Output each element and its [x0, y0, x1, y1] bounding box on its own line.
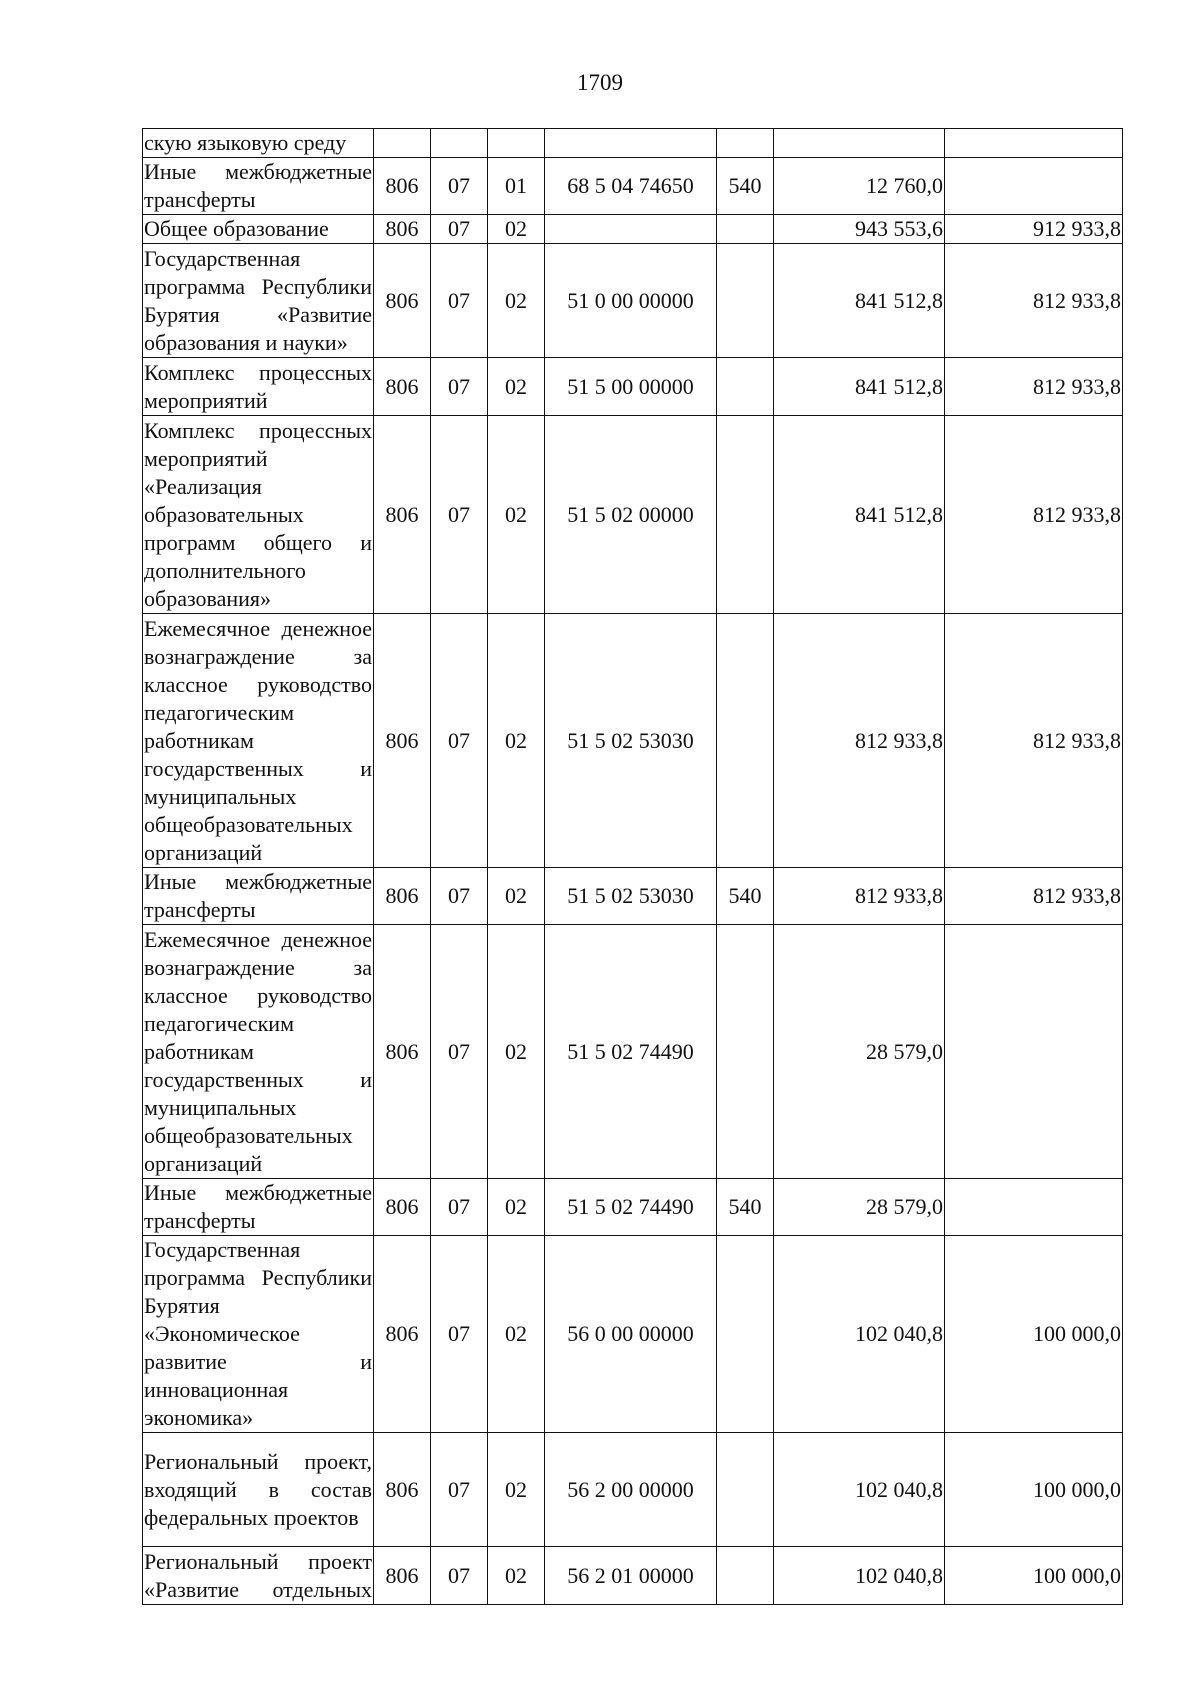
sum-first-year: 841 512,8: [774, 244, 945, 358]
expense-type-code: [717, 244, 774, 358]
subsection-code: 02: [488, 925, 545, 1179]
target-article-code: 51 5 02 53030: [545, 614, 717, 868]
subsection-code: 02: [488, 1236, 545, 1433]
ministry-code: 806: [374, 868, 431, 925]
ministry-code: 806: [374, 416, 431, 614]
expense-type-code: 540: [717, 868, 774, 925]
subsection-code: 02: [488, 1433, 545, 1547]
expense-type-code: [717, 215, 774, 244]
target-article-code: 51 5 02 74490: [545, 1179, 717, 1236]
target-article-code: 51 5 02 00000: [545, 416, 717, 614]
ministry-code: [374, 129, 431, 158]
sum-second-year: 812 933,8: [945, 614, 1123, 868]
table-row: [143, 129, 1123, 158]
ministry-code: 806: [374, 1433, 431, 1547]
expense-type-code: [717, 614, 774, 868]
table-row: [143, 416, 1123, 614]
section-code: 07: [431, 416, 488, 614]
subsection-code: 02: [488, 416, 545, 614]
subsection-code: 02: [488, 215, 545, 244]
section-code: 07: [431, 358, 488, 416]
expense-type-code: [717, 1547, 774, 1605]
target-article-code: 68 5 04 74650: [545, 158, 717, 215]
row-name: Иные межбюджетные трансферты: [143, 868, 374, 925]
sum-first-year: 28 579,0: [774, 1179, 945, 1236]
target-article-code: [545, 129, 717, 158]
expense-type-code: 540: [717, 158, 774, 215]
sum-second-year: 812 933,8: [945, 358, 1123, 416]
ministry-code: 806: [374, 1236, 431, 1433]
budget-table: [142, 128, 1123, 1605]
expense-type-code: [717, 358, 774, 416]
section-code: 07: [431, 868, 488, 925]
ministry-code: 806: [374, 614, 431, 868]
row-name: Ежемесячное денежное вознаграждение за классное руководство педагогическим работникам государственных и муниципальных общеобразовательных организаций: [143, 925, 374, 1179]
subsection-code: 02: [488, 244, 545, 358]
target-article-code: 56 0 00 00000: [545, 1236, 717, 1433]
expense-type-code: [717, 1236, 774, 1433]
target-article-code: 51 5 02 74490: [545, 925, 717, 1179]
sum-second-year: [945, 925, 1123, 1179]
sum-first-year: [774, 129, 945, 158]
table-row: [143, 1236, 1123, 1433]
ministry-code: 806: [374, 358, 431, 416]
table-row: [143, 1433, 1123, 1547]
target-article-code: 56 2 00 00000: [545, 1433, 717, 1547]
section-code: [431, 129, 488, 158]
table-row: [143, 1547, 1123, 1605]
subsection-code: 02: [488, 358, 545, 416]
sum-first-year: 102 040,8: [774, 1547, 945, 1605]
sum-first-year: 28 579,0: [774, 925, 945, 1179]
row-name: Комплекс процессных мероприятий «Реализация образовательных программ общего и дополнительного образования»: [143, 416, 374, 614]
sum-first-year: 812 933,8: [774, 868, 945, 925]
sum-first-year: 841 512,8: [774, 416, 945, 614]
ministry-code: 806: [374, 158, 431, 215]
target-article-code: [545, 215, 717, 244]
sum-second-year: 100 000,0: [945, 1433, 1123, 1547]
subsection-code: [488, 129, 545, 158]
section-code: 07: [431, 1547, 488, 1605]
target-article-code: 51 5 02 53030: [545, 868, 717, 925]
sum-second-year: [945, 129, 1123, 158]
target-article-code: 51 0 00 00000: [545, 244, 717, 358]
section-code: 07: [431, 614, 488, 868]
expense-type-code: [717, 925, 774, 1179]
table-row: [143, 158, 1123, 215]
expense-type-code: [717, 129, 774, 158]
ministry-code: 806: [374, 1179, 431, 1236]
row-name: Ежемесячное денежное вознаграждение за классное руководство педагогическим работникам государственных и муниципальных общеобразовательных организаций: [143, 614, 374, 868]
sum-second-year: [945, 158, 1123, 215]
sum-second-year: 812 933,8: [945, 244, 1123, 358]
section-code: 07: [431, 925, 488, 1179]
table-row: [143, 868, 1123, 925]
row-name: Государственная программа Республики Бурятия «Экономическое развитие и инновационная экономика»: [143, 1236, 374, 1433]
table-row: [143, 614, 1123, 868]
section-code: 07: [431, 244, 488, 358]
sum-first-year: 102 040,8: [774, 1236, 945, 1433]
sum-first-year: 12 760,0: [774, 158, 945, 215]
expense-type-code: [717, 416, 774, 614]
section-code: 07: [431, 1433, 488, 1547]
sum-second-year: 100 000,0: [945, 1547, 1123, 1605]
table-row: [143, 925, 1123, 1179]
sum-first-year: 102 040,8: [774, 1433, 945, 1547]
subsection-code: 02: [488, 868, 545, 925]
subsection-code: 02: [488, 1179, 545, 1236]
expense-type-code: [717, 1433, 774, 1547]
target-article-code: 56 2 01 00000: [545, 1547, 717, 1605]
page-number: 1709: [577, 70, 623, 95]
row-name: Общее образование: [143, 215, 374, 244]
sum-second-year: 812 933,8: [945, 868, 1123, 925]
sum-first-year: 812 933,8: [774, 614, 945, 868]
row-name: Иные межбюджетные трансферты: [143, 1179, 374, 1236]
sum-second-year: 100 000,0: [945, 1236, 1123, 1433]
subsection-code: 02: [488, 614, 545, 868]
row-name: Иные межбюджетные трансферты: [143, 158, 374, 215]
table-row: [143, 215, 1123, 244]
table-row: [143, 244, 1123, 358]
sum-first-year: 943 553,6: [774, 215, 945, 244]
row-name: Региональный проект, входящий в состав федеральных проектов: [143, 1433, 374, 1547]
sum-first-year: 841 512,8: [774, 358, 945, 416]
section-code: 07: [431, 1236, 488, 1433]
section-code: 07: [431, 215, 488, 244]
table-row: [143, 1179, 1123, 1236]
expense-type-code: 540: [717, 1179, 774, 1236]
section-code: 07: [431, 1179, 488, 1236]
row-name: скую языковую среду: [143, 129, 374, 158]
ministry-code: 806: [374, 925, 431, 1179]
subsection-code: 01: [488, 158, 545, 215]
table-row: [143, 358, 1123, 416]
sum-second-year: [945, 1179, 1123, 1236]
section-code: 07: [431, 158, 488, 215]
row-name: Региональный проект «Развитие отдельных: [143, 1547, 374, 1605]
ministry-code: 806: [374, 1547, 431, 1605]
sum-second-year: 812 933,8: [945, 416, 1123, 614]
target-article-code: 51 5 00 00000: [545, 358, 717, 416]
sum-second-year: 912 933,8: [945, 215, 1123, 244]
row-name: Государственная программа Республики Бурятия «Развитие образования и науки»: [143, 244, 374, 358]
row-name: Комплекс процессных мероприятий: [143, 358, 374, 416]
ministry-code: 806: [374, 244, 431, 358]
ministry-code: 806: [374, 215, 431, 244]
subsection-code: 02: [488, 1547, 545, 1605]
